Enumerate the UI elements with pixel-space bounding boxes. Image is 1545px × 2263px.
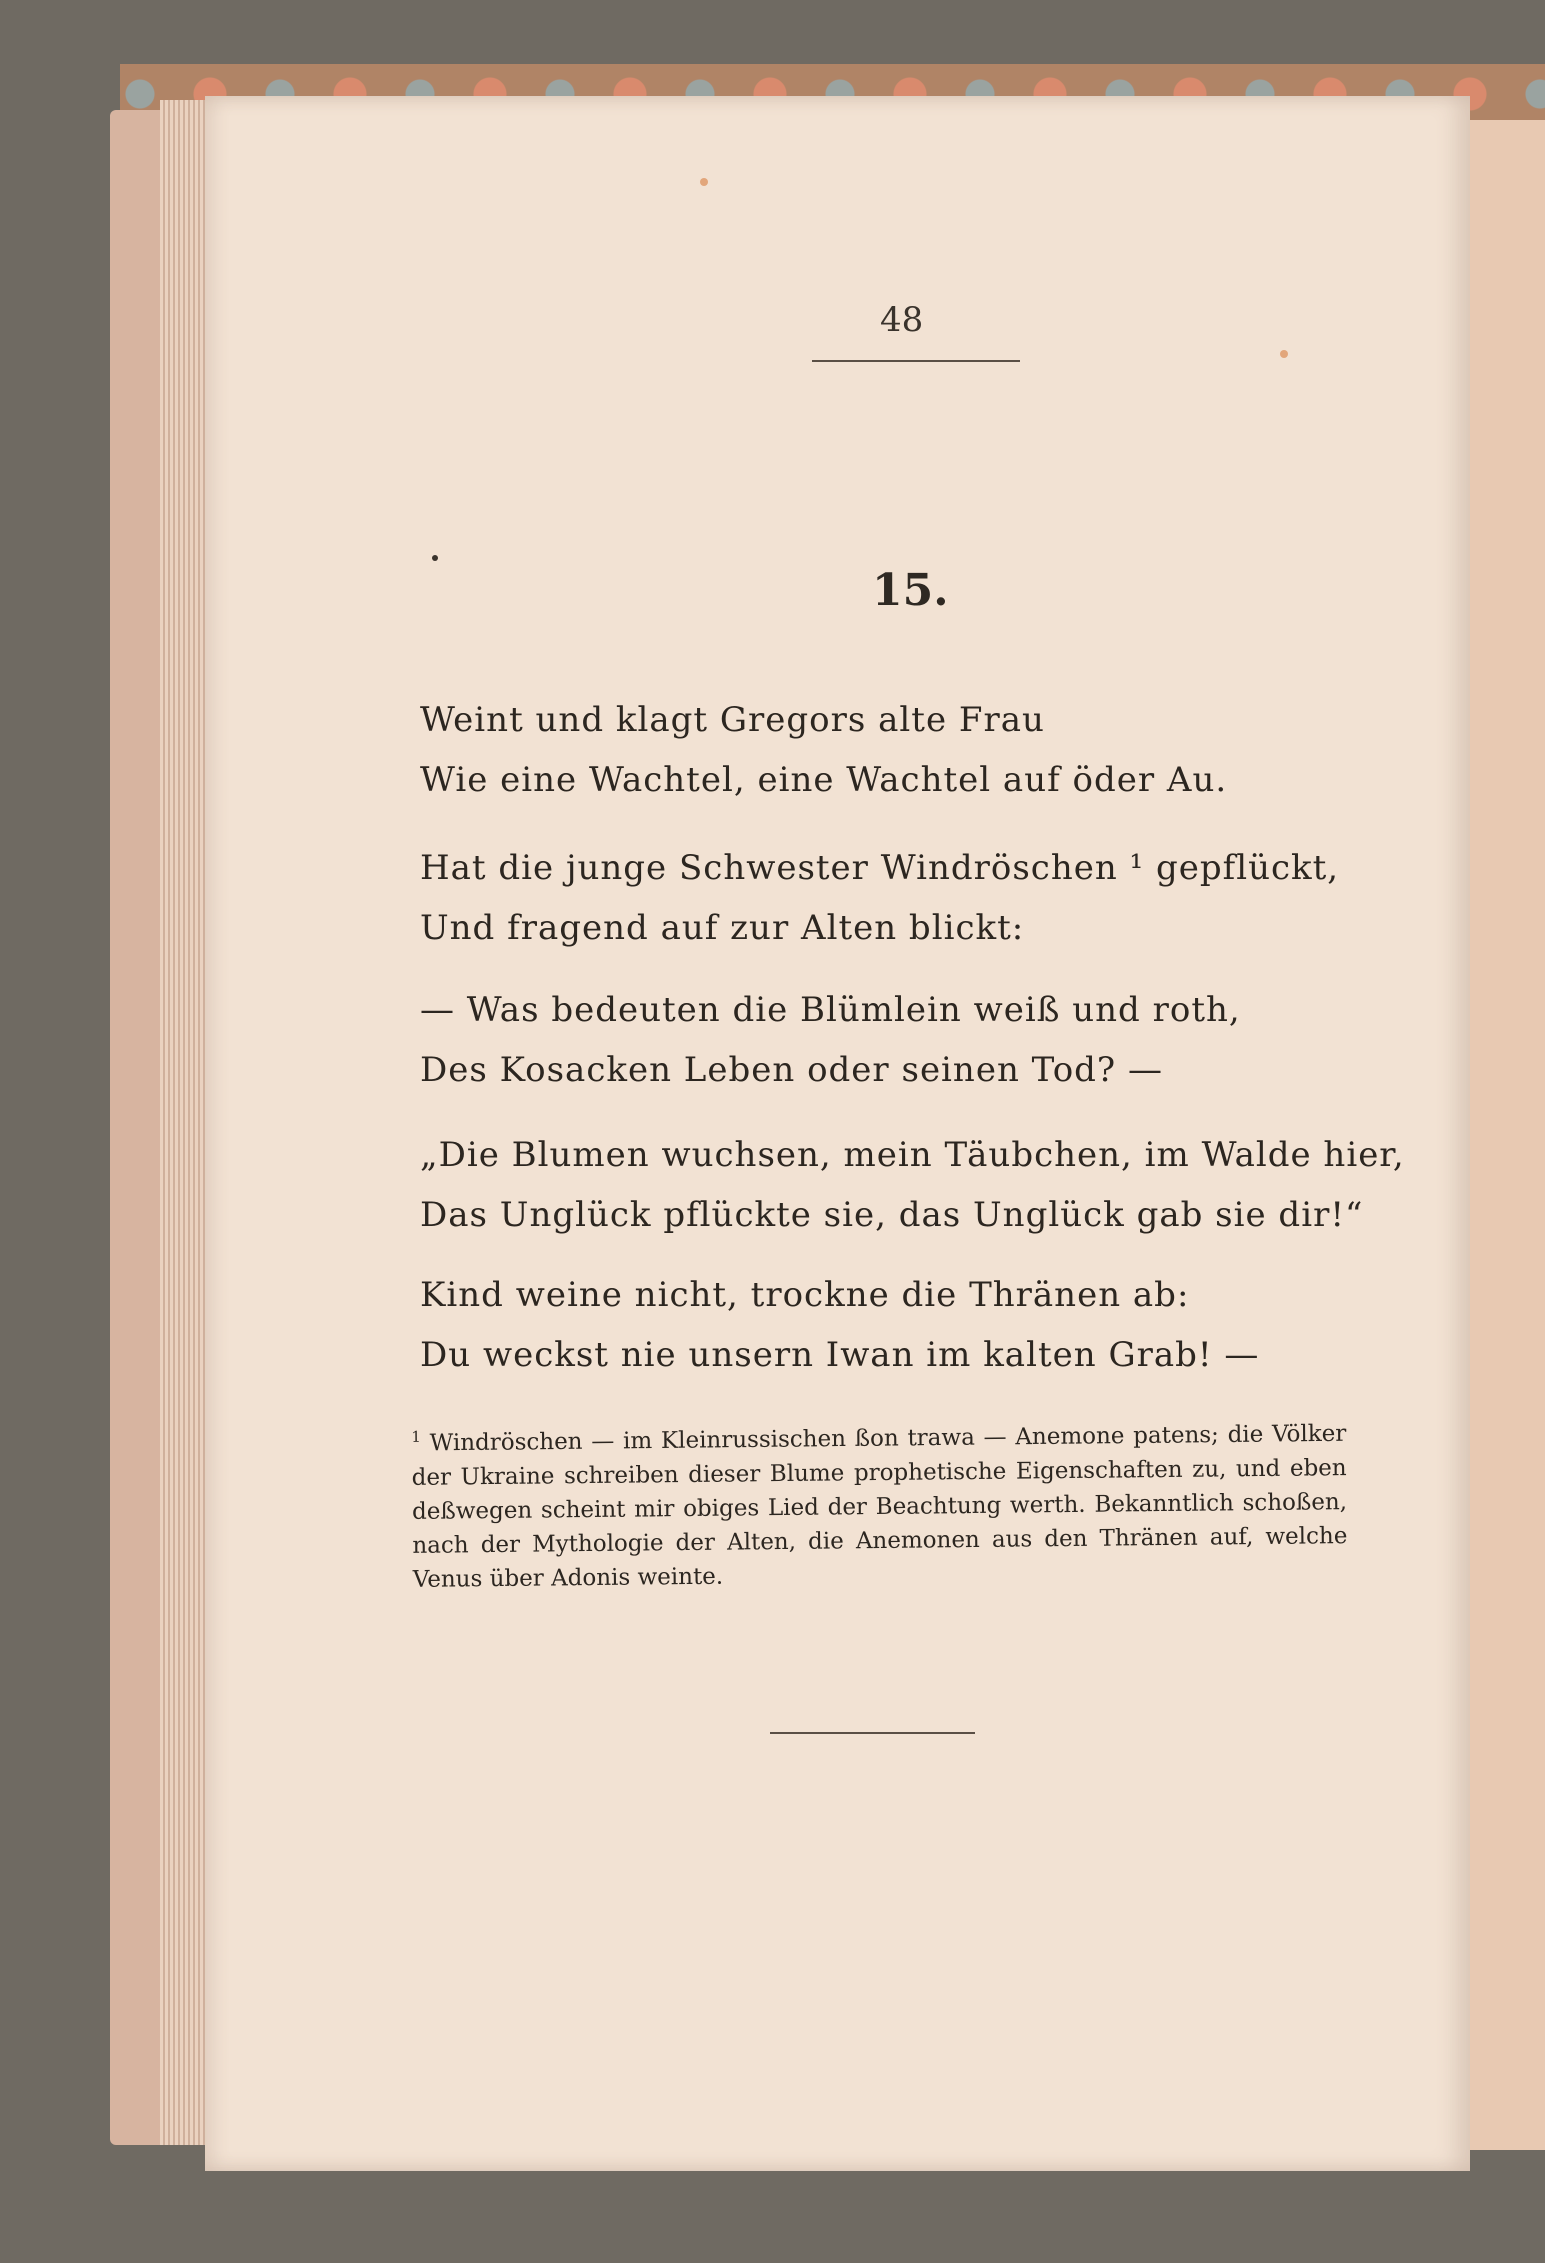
verse-line: Und fragend auf zur Alten blickt: [420,908,1025,948]
header-rule [812,360,1020,362]
verse-line: Du weckst nie unsern Iwan im kalten Grab! — [420,1335,1260,1375]
verse-line: Des Kosacken Leben oder seinen Tod? — [420,1050,1163,1090]
verse-line: Das Unglück pflückte sie, das Unglück gab sie dir!“ [420,1195,1364,1235]
stanza [420,838,1410,958]
facing-page-edge [1470,120,1545,2150]
verse-line: Wie eine Wachtel, eine Wachtel auf öder Au. [420,760,1228,800]
verse-line: — Was bedeuten die Blümlein weiß und roth, [420,990,1241,1030]
verse-line: „Die Blumen wuchsen, mein Täubchen, im Walde hier, [420,1135,1405,1175]
verse-line: Weint und klagt Gregors alte Frau [420,700,1045,740]
stanza [420,980,1410,1100]
footnote-text: Windröschen — im Kleinrussischen ßon trawa — Anemone patens; die Völker der Ukraine schreiben dieser Blume prophetische Eigenschaften zu, und eben deßwegen scheint mir obiges Lied der Beachtung werth. Bekanntlich schoßen, nach der Mythologie der Alten, die Anemonen aus den Thränen auf, welche Venus über Adonis weinte. [411,1420,1348,1593]
stain [700,178,708,186]
poem-number: 15. [872,565,949,616]
footnote-marker: 1 [411,1427,421,1446]
page-number: 48 [880,300,924,340]
stanza [420,1265,1410,1385]
footnote [411,1410,1348,1596]
end-rule [770,1732,975,1734]
verse-line: Kind weine nicht, trockne die Thränen ab: [420,1275,1190,1315]
stain [1280,350,1288,358]
stain [432,555,438,561]
stanza [420,690,1410,810]
stanza [420,1125,1410,1245]
verse-line: Hat die junge Schwester Windröschen ¹ gepflückt, [420,848,1340,888]
